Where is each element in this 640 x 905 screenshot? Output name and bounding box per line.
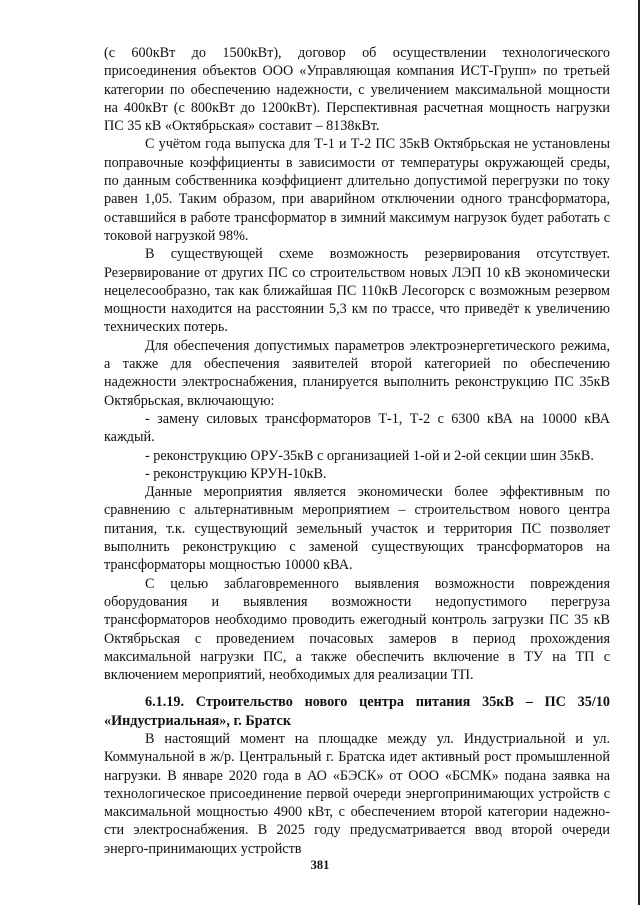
list-item-oru: - реконструкцию ОРУ-35кВ с организацией 1-ой и 2-ой секции шин 35кВ. [145,447,594,464]
list-item-krun: - реконструкцию КРУН-10кВ. [145,465,327,482]
list-item-transformers: - замену силовых трансформаторов Т-1, Т-2 с 6300 кВА на 10000 кВА каждый. [104,410,610,446]
paragraph-1: (с 600кВт до 1500кВт), договор об осуществлении технологического присоединения объектов ООО «Управляющая компания ИСТ-Групп» по третьей категории по обеспечению надежности, с увеличением максимальной мощности на 400кВт (с 800кВт до 1200кВт). Перспективная расчетная мощность нагрузки ПС 35 кВ «Октябрьская» составит – 8138кВт. [104,45,610,135]
paragraph-8: Данные мероприятия является экономически более эффективным по сравнению с альтернативным мероприятием – строительством нового центра питания, т.к. существующий земельный участок и территория ПС позволяет выполнить реконструкцию с заменой существующих трансформаторов на трансформаторы мощностью 10000 кВА. [104,484,610,574]
paragraph-9: С целью заблаговременного выявления возможности повреждения оборудования и выявления возможности недопустимого перегруза трансформаторов необходимо проводить ежегодный контроль загрузки ПС 35 кВ Октябрьская с проведением почасовых замеров в период прохождения максимальной нагрузки ПС, а также обеспечить включение в ТУ на ТП с включением мероприятий, необходимых для реализации ТП. [104,575,610,684]
page-number: 381 [310,858,330,872]
paragraph-3: В существующей схеме возможность резервирования отсутствует. Резервирование от других ПС со строительством новых ЛЭП 10 кВ экономически нецелесообразно, так как ближайшая ПС 110кВ Лесогорск с возможным резервом мощности находится на расстоянии 5,3 км по трассе, что приведёт к увеличению технических потерь. [104,246,610,336]
section-heading: 6.1.19. Строительство нового центра питания 35кВ – ПС 35/10 «Индустриальная», г. Братск [104,694,610,729]
document-body [104,44,610,858]
paragraph-2: С учётом года выпуска для Т-1 и Т-2 ПС 35кВ Октябрьская не установлены поправочные коэффициенты в зависимости от температуры окружающей среды, по данным собственника коэффициент длительно допустимой перегрузки по току равен 1,05. Таким образом, при аварийном отключении одного трансформатора, оставшийся в работе трансформатор в зимний максимум нагрузок будет работать с токовой нагрузкой 98%. [104,136,610,244]
paragraph-4: Для обеспечения допустимых параметров электроэнергетического режима, а также для обеспечения заявителей второй категорией по обеспечению надежности электроснабжения, планируется выполнить реконструкцию ПС 35кВ Октябрьская, включающую: [104,337,610,409]
paragraph-10: В настоящий момент на площадке между ул. Индустриальной и ул. Коммунальной в ж/р. Центральный г. Братска идет активный рост промышленной нагрузки. В январе 2020 года в АО «БЭСК» от ООО «БСМК» подана заявка на технологическое присоединение первой очереди энергопринимающих устройств с максимальной мощностью 4900 кВт, с обеспечением второй категории надежно-сти электроснабжения. В 2025 году предусматривается ввод второй очереди энерго-принимающих устройств [104,730,610,857]
